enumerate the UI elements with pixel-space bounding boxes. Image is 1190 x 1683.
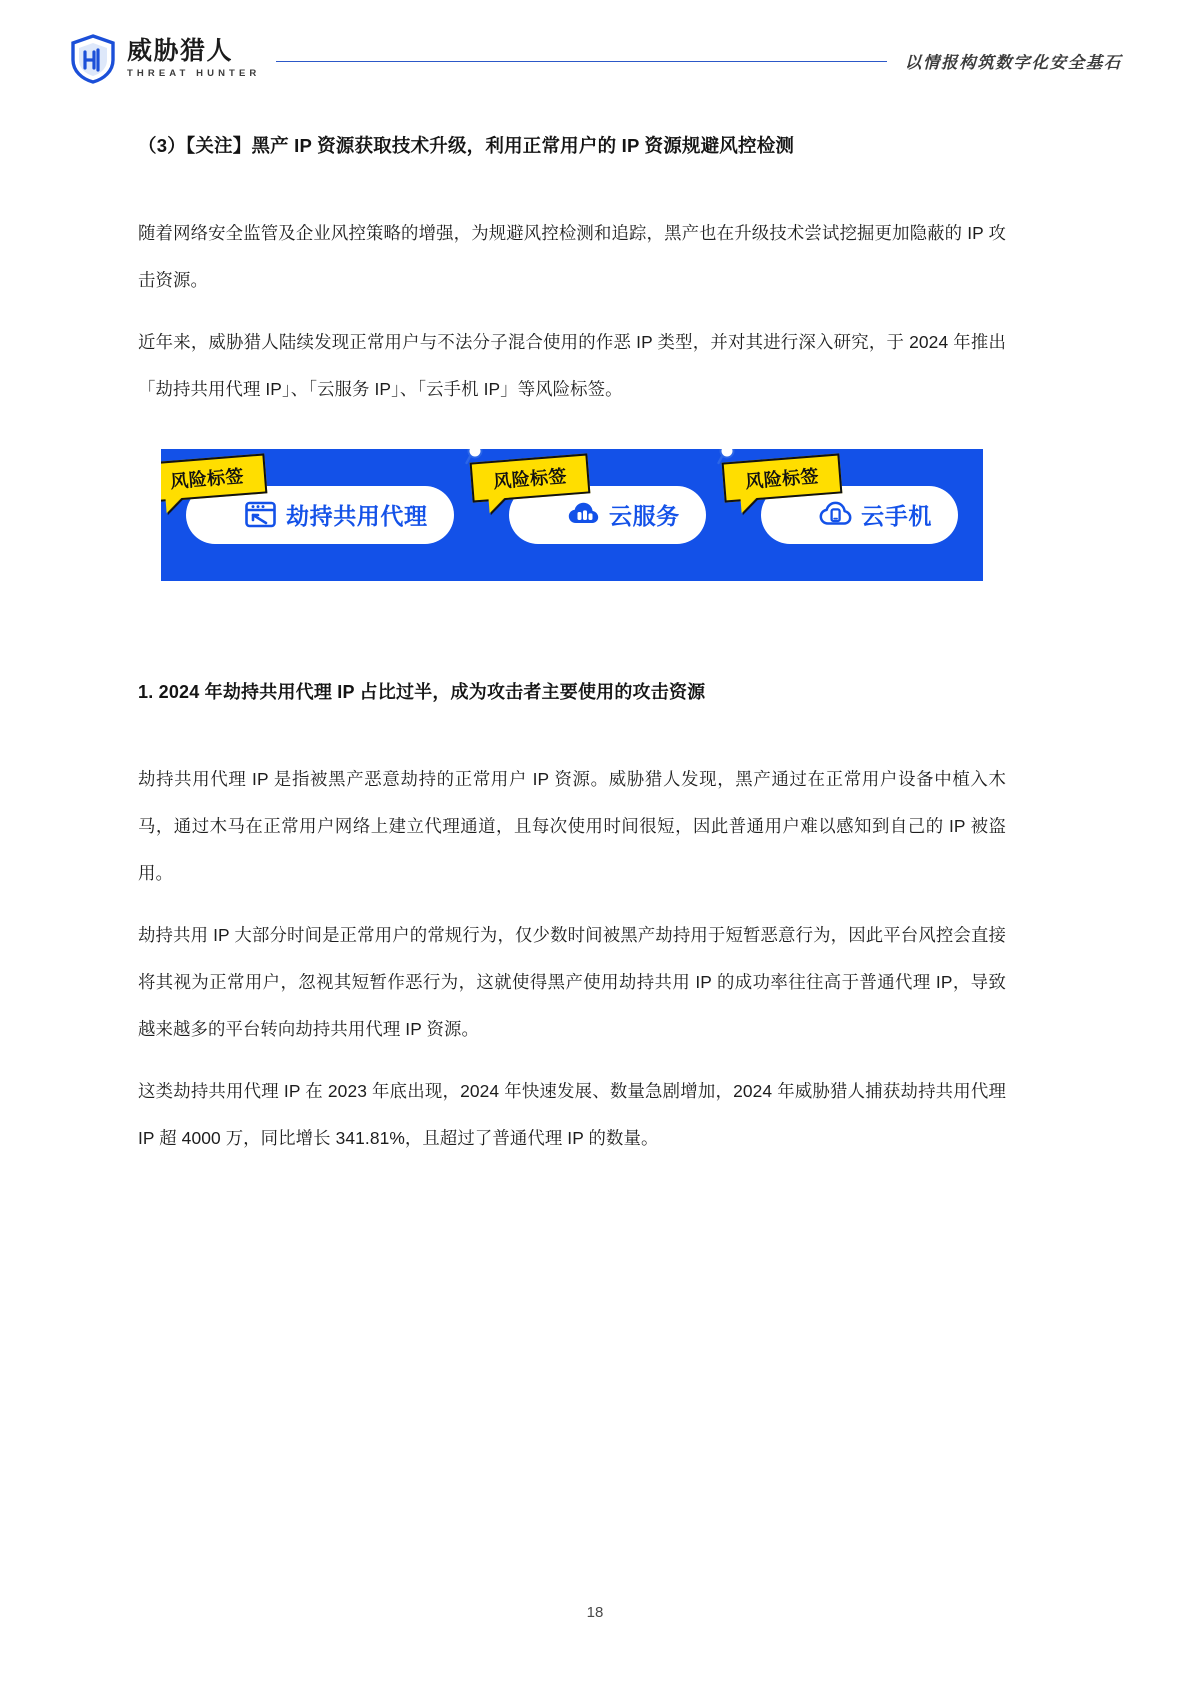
risk-chip-label-2: 云服务 bbox=[608, 503, 680, 530]
risk-chip-label-1: 劫持共用代理 bbox=[286, 503, 428, 530]
risk-flag-1 bbox=[161, 453, 267, 502]
risk-tag-chip-row bbox=[161, 449, 983, 581]
page-number: 18 bbox=[586, 1604, 604, 1621]
spacer bbox=[138, 706, 1006, 756]
paragraph-intro-1: 随着网络安全监管及企业风控策略的增强，为规避风控检测和追踪，黑产也在升级技术尝试挖掘更加隐蔽的 IP 攻击资源。 bbox=[138, 222, 1006, 290]
brand-name-en: THREAT HUNTER bbox=[127, 68, 261, 80]
risk-chip-label-3: 云手机 bbox=[861, 503, 932, 530]
brand-wordmark bbox=[127, 39, 260, 79]
paragraph-body-3: 劫持共用代理 IP 是指被黑产恶意劫持的正常用户 IP 资源。威胁猎人发现，黑产通过在正常用户设备中植入木马，通过木马在正常用户网络上建立代理通道，且每次使用时间很短，因此普通用户难以感知到自己的 IP 被盗用。 bbox=[138, 768, 1006, 883]
risk-tag-banner-figure bbox=[161, 449, 1006, 581]
risk-flag-label-2: 风险标签 bbox=[492, 465, 568, 492]
numbered-heading: 1. 2024 年劫持共用代理 IP 占比过半，成为攻击者主要使用的攻击资源 bbox=[138, 681, 706, 702]
cloud-server-icon bbox=[567, 498, 600, 531]
risk-chip-cloud-phone bbox=[744, 465, 958, 544]
header-tagline: 以情报构筑数字化安全基石 bbox=[904, 54, 1122, 72]
browser-window-icon bbox=[244, 498, 277, 531]
header-divider-line bbox=[276, 61, 886, 62]
risk-flag-label-3: 风险标签 bbox=[744, 465, 820, 492]
cloud-phone-icon bbox=[819, 498, 852, 531]
paragraph-body-4: 劫持共用 IP 大部分时间是正常用户的常规行为，仅少数时间被黑产劫持用于短暂恶意行为，因此平台风控会直接将其视为正常用户，忽视其短暂作恶行为，这就使得黑产使用劫持共用 IP 的成功率往往高于普通代理 IP，导致越来越多的平台转向劫持共用代理 IP 资源。 bbox=[138, 924, 1006, 1039]
spacer bbox=[138, 304, 1006, 319]
spacer bbox=[138, 160, 1006, 210]
page-header bbox=[0, 0, 1190, 118]
risk-chip-hijacked-proxy bbox=[169, 465, 454, 544]
spacer bbox=[138, 581, 1006, 679]
risk-flag-label-1: 风险标签 bbox=[169, 465, 245, 492]
magnifier-pin-icon bbox=[161, 449, 168, 468]
section-heading: （3）【关注】黑产 IP 资源获取技术升级，利用正常用户的 IP 资源规避风控检测 bbox=[138, 135, 795, 156]
risk-chip-cloud-service bbox=[492, 465, 706, 544]
risk-tag-banner bbox=[161, 449, 983, 581]
threat-hunter-shield-icon bbox=[70, 34, 116, 84]
paragraph-intro-2: 近年来，威胁猎人陆续发现正常用户与不法分子混合使用的作恶 IP 类型，并对其进行深入研究，于 2024 年推出「劫持共用代理 IP」、「云服务 IP」、「云手机 IP」等风险标签。 bbox=[138, 331, 1006, 399]
page-content bbox=[138, 132, 1006, 1162]
magnifier-pin-icon bbox=[717, 449, 743, 468]
spacer bbox=[138, 1053, 1006, 1068]
spacer bbox=[138, 897, 1006, 912]
brand-logo bbox=[70, 34, 260, 84]
brand-name-cn: 威胁猎人 bbox=[127, 37, 234, 66]
magnifier-pin-icon bbox=[465, 449, 491, 468]
paragraph-body-5: 这类劫持共用代理 IP 在 2023 年底出现，2024 年快速发展、数量急剧增加，2024 年威胁猎人捕获劫持共用代理 IP 超 4000 万，同比增长 341.81%，且超过了普通代理 IP 的数量。 bbox=[138, 1080, 1006, 1148]
